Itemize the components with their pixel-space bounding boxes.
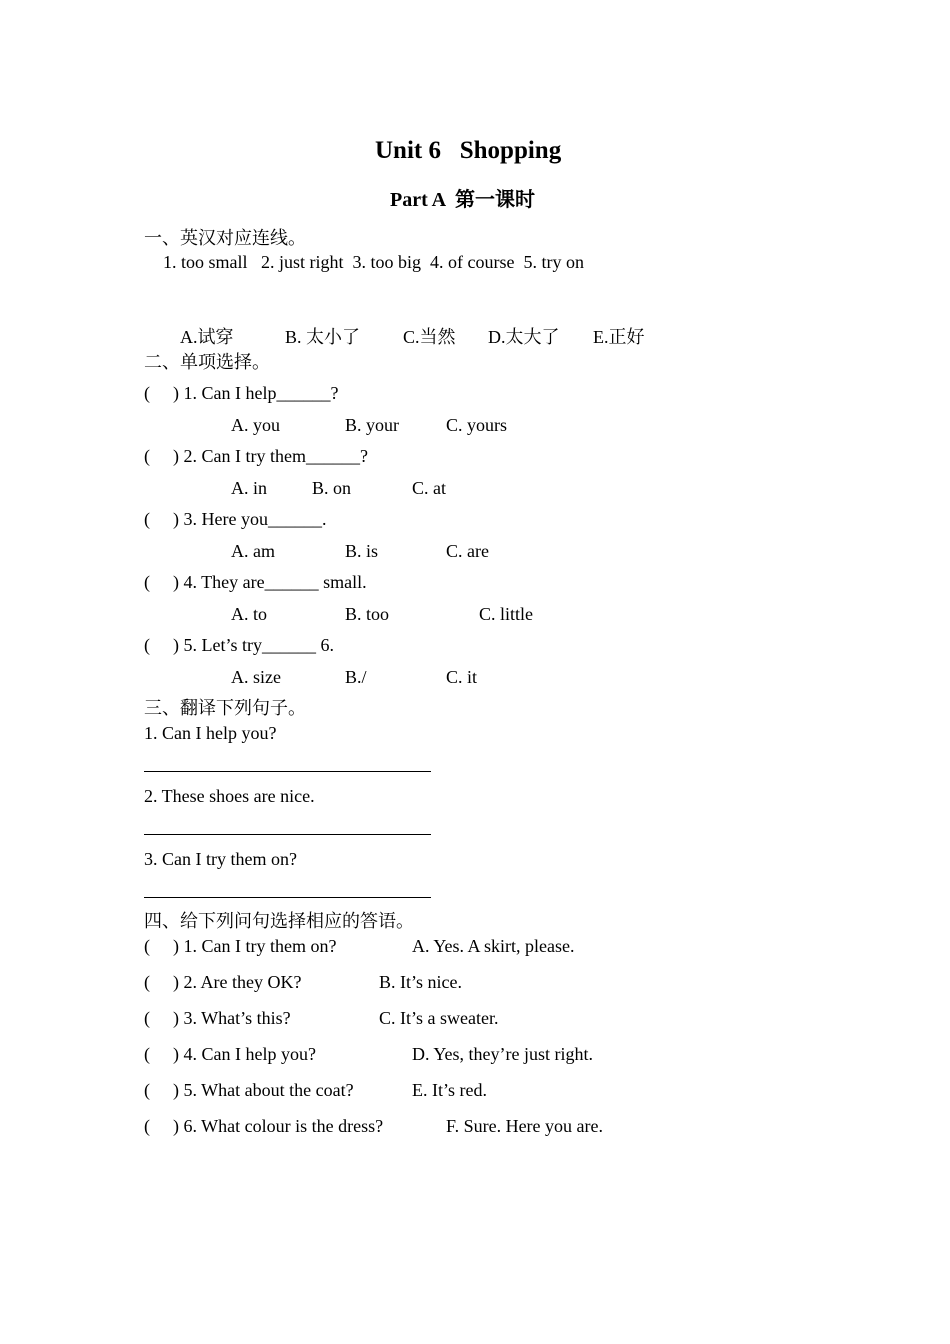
answer-paren: ( xyxy=(144,1044,150,1064)
question-option: C. yours xyxy=(446,415,508,435)
page-subtitle: Part A 第一课时 xyxy=(390,189,535,211)
question-text: ) 1. Can I help______? xyxy=(173,383,339,403)
question-text: ) 2. Can I try them______? xyxy=(173,446,368,466)
page-title: Unit 6 Shopping xyxy=(375,137,562,164)
answer-paren: ( xyxy=(144,972,150,992)
translate-sentence: 2. These shoes are nice. xyxy=(144,786,315,806)
section1-option: E.正好 xyxy=(593,327,645,347)
answer-option: C. It’s a sweater. xyxy=(379,1008,499,1028)
question-text: ) 1. Can I try them on? xyxy=(173,936,337,956)
answer-paren: ( xyxy=(144,383,150,403)
section1-option: A.试穿 xyxy=(180,327,234,347)
translate-sentence: 1. Can I help you? xyxy=(144,723,277,743)
answer-paren: ( xyxy=(144,936,150,956)
question-text: ) 2. Are they OK? xyxy=(173,972,302,992)
section4-heading: 四、给下列问句选择相应的答语。 xyxy=(144,911,414,931)
section1-items: 1. too small 2. just right 3. too big 4. of course 5. try on xyxy=(163,252,584,272)
question-option: A. you xyxy=(231,415,280,435)
question-text: ) 4. They are______ small. xyxy=(173,572,367,592)
answer-paren: ( xyxy=(144,446,150,466)
question-option: B. too xyxy=(345,604,390,624)
question-option: B./ xyxy=(345,667,367,687)
section1-option: D.太大了 xyxy=(488,327,560,347)
question-text: ) 5. Let’s try______ 6. xyxy=(173,635,334,655)
answer-paren: ( xyxy=(144,509,150,529)
section1-heading: 一、英汉对应连线。 xyxy=(144,228,306,248)
question-option: B. is xyxy=(345,541,379,561)
section1-option: B. 太小了 xyxy=(285,327,361,347)
question-option: C. are xyxy=(446,541,489,561)
question-text: ) 3. What’s this? xyxy=(173,1008,291,1028)
section2-heading: 二、单项选择。 xyxy=(144,352,270,372)
answer-option: D. Yes, they’re just right. xyxy=(412,1044,593,1064)
answer-paren: ( xyxy=(144,572,150,592)
question-option: B. your xyxy=(345,415,399,435)
answer-line[interactable] xyxy=(144,834,431,835)
answer-paren: ( xyxy=(144,635,150,655)
answer-line[interactable] xyxy=(144,771,431,772)
question-option: C. at xyxy=(412,478,446,498)
question-option: B. on xyxy=(312,478,352,498)
question-option: A. size xyxy=(231,667,281,687)
question-text: ) 5. What about the coat? xyxy=(173,1080,354,1100)
answer-paren: ( xyxy=(144,1080,150,1100)
question-text: ) 6. What colour is the dress? xyxy=(173,1116,384,1136)
answer-paren: ( xyxy=(144,1008,150,1028)
answer-option: F. Sure. Here you are. xyxy=(446,1116,604,1136)
question-option: A. to xyxy=(231,604,267,624)
question-option: A. in xyxy=(231,478,267,498)
answer-option: E. It’s red. xyxy=(412,1080,487,1100)
answer-paren: ( xyxy=(144,1116,150,1136)
answer-option: B. It’s nice. xyxy=(379,972,462,992)
question-option: C. it xyxy=(446,667,478,687)
question-option: A. am xyxy=(231,541,275,561)
answer-line[interactable] xyxy=(144,897,431,898)
answer-option: A. Yes. A skirt, please. xyxy=(412,936,575,956)
question-text: ) 4. Can I help you? xyxy=(173,1044,316,1064)
translate-sentence: 3. Can I try them on? xyxy=(144,849,297,869)
section1-option: C.当然 xyxy=(403,327,456,347)
section3-heading: 三、翻译下列句子。 xyxy=(144,698,306,718)
question-text: ) 3. Here you______. xyxy=(173,509,327,529)
question-option: C. little xyxy=(479,604,533,624)
